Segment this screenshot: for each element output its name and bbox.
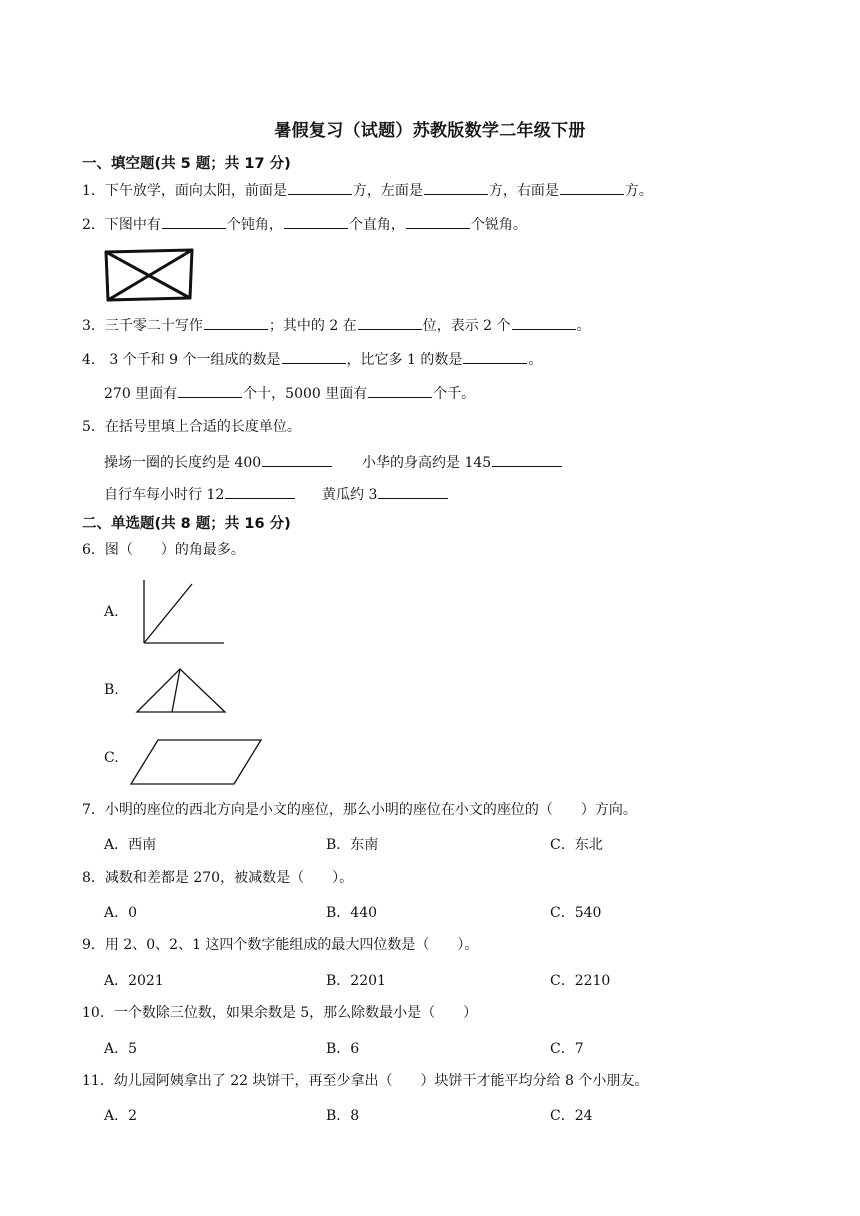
q8-option-c[interactable]: C．540 (550, 905, 602, 921)
q7-option-b[interactable]: B．东南 (326, 837, 379, 853)
q9-option-a[interactable]: A．2021 (104, 973, 164, 989)
q11-option-b[interactable]: B．8 (326, 1108, 360, 1124)
q10-option-c[interactable]: C．7 (550, 1041, 584, 1057)
q4-text-f: 个千。 (433, 386, 476, 402)
q2-text-b: 个钝角， (226, 217, 283, 233)
q4-text-c: 。 (528, 352, 543, 368)
page-title: 暑假复习（试题）苏教版数学二年级下册 (274, 121, 586, 141)
q1-blank-3[interactable] (560, 180, 624, 195)
q4-text-b: ，比它多 1 的数是 (346, 352, 463, 368)
q2-blank-2[interactable] (284, 214, 348, 229)
q8-option-b[interactable]: B．440 (326, 905, 378, 921)
q4-blank-2[interactable] (463, 349, 527, 364)
q6-figure-b-triangle (134, 666, 228, 716)
q11-option-a[interactable]: A．2 (104, 1108, 138, 1124)
q1-blank-2[interactable] (424, 180, 488, 195)
question-5-item-c (104, 484, 296, 505)
q4-text-a: 4． 3 个千和 9 个一组成的数是 (82, 352, 281, 368)
q1-text-d: 方。 (624, 183, 653, 199)
question-2 (82, 214, 527, 235)
q5-text-b: 小华的身高约是 145 (362, 455, 492, 471)
question-1 (82, 180, 653, 201)
q3-blank-2[interactable] (358, 315, 422, 330)
q5-blank-4[interactable] (378, 484, 448, 499)
question-3 (82, 315, 591, 336)
q3-text-d: 。 (576, 318, 591, 334)
q2-blank-3[interactable] (406, 214, 470, 229)
q4-blank-1[interactable] (282, 349, 346, 364)
q6-option-c-label[interactable]: C. (104, 750, 119, 766)
q5-text-c: 自行车每小时行 12 (104, 487, 225, 503)
q2-bowtie-figure (104, 248, 194, 302)
q5-text-d: 黄瓜约 3 (322, 487, 378, 503)
question-5-item-d (322, 484, 449, 505)
question-4-part-2 (104, 383, 475, 404)
q1-text-c: 方，右面是 (488, 183, 559, 199)
q7-option-a[interactable]: A．西南 (104, 837, 157, 853)
q5-blank-1[interactable] (262, 452, 332, 467)
question-5-item-a (104, 452, 333, 473)
q8-option-a[interactable]: A．0 (104, 905, 138, 921)
q9-option-c[interactable]: C．2210 (550, 973, 611, 989)
section-fill-in-heading: 一、填空题(共 5 题；共 17 分) (82, 156, 291, 172)
q3-text-c: 位，表示 2 个 (422, 318, 511, 334)
q4-text-e: 个十，5000 里面有 (243, 386, 368, 402)
question-7-stem: 7．小明的座位的西北方向是小文的座位，那么小明的座位在小文的座位的（ ）方向。 (82, 802, 637, 818)
q5-blank-2[interactable] (492, 452, 562, 467)
q2-text-d: 个锐角。 (470, 217, 527, 233)
q3-text-a: 3．三千零二十写作 (82, 318, 203, 334)
q10-option-b[interactable]: B．6 (326, 1041, 360, 1057)
q4-blank-4[interactable] (368, 383, 432, 398)
q3-text-b: ；其中的 2 在 (268, 318, 357, 334)
q1-text-b: 方，左面是 (352, 183, 423, 199)
q1-text-a: 1．下午放学，面向太阳，前面是 (82, 183, 287, 199)
q1-blank-1[interactable] (288, 180, 352, 195)
question-11-stem: 11．幼儿园阿姨拿出了 22 块饼干，再至少拿出（ ）块饼干才能平均分给 8 个小朋友。 (82, 1073, 649, 1089)
q4-text-d: 270 里面有 (104, 386, 178, 402)
q2-blank-1[interactable] (162, 214, 226, 229)
q6-figure-a-angles (140, 578, 226, 646)
q3-blank-3[interactable] (512, 315, 576, 330)
question-5-item-b (362, 452, 563, 473)
q10-option-a[interactable]: A．5 (104, 1041, 138, 1057)
q4-blank-3[interactable] (178, 383, 242, 398)
q2-text-a: 2．下图中有 (82, 217, 161, 233)
question-9-stem: 9．用 2、0、2、1 这四个数字能组成的最大四位数是（ ）。 (82, 937, 479, 953)
q11-option-c[interactable]: C．24 (550, 1108, 593, 1124)
section-single-choice-heading: 二、单选题(共 8 题；共 16 分) (82, 516, 291, 532)
q6-option-a-label[interactable]: A. (104, 604, 119, 620)
question-4 (82, 349, 542, 370)
question-10-stem: 10．一个数除三位数，如果余数是 5，那么除数最小是（ ） (82, 1005, 478, 1021)
q5-text-a: 操场一圈的长度约是 400 (104, 455, 262, 471)
q6-option-b-label[interactable]: B. (104, 682, 119, 698)
q9-option-b[interactable]: B．2201 (326, 973, 386, 989)
question-5-stem: 5．在括号里填上合适的长度单位。 (82, 419, 301, 435)
q3-blank-1[interactable] (204, 315, 268, 330)
question-8-stem: 8．减数和差都是 270，被减数是（ ）。 (82, 870, 354, 886)
q5-blank-3[interactable] (225, 484, 295, 499)
q7-option-c[interactable]: C．东北 (550, 837, 603, 853)
q6-figure-c-parallelogram (128, 737, 264, 787)
question-6-stem: 6．图（ ）的角最多。 (82, 542, 245, 558)
q2-text-c: 个直角， (348, 217, 405, 233)
